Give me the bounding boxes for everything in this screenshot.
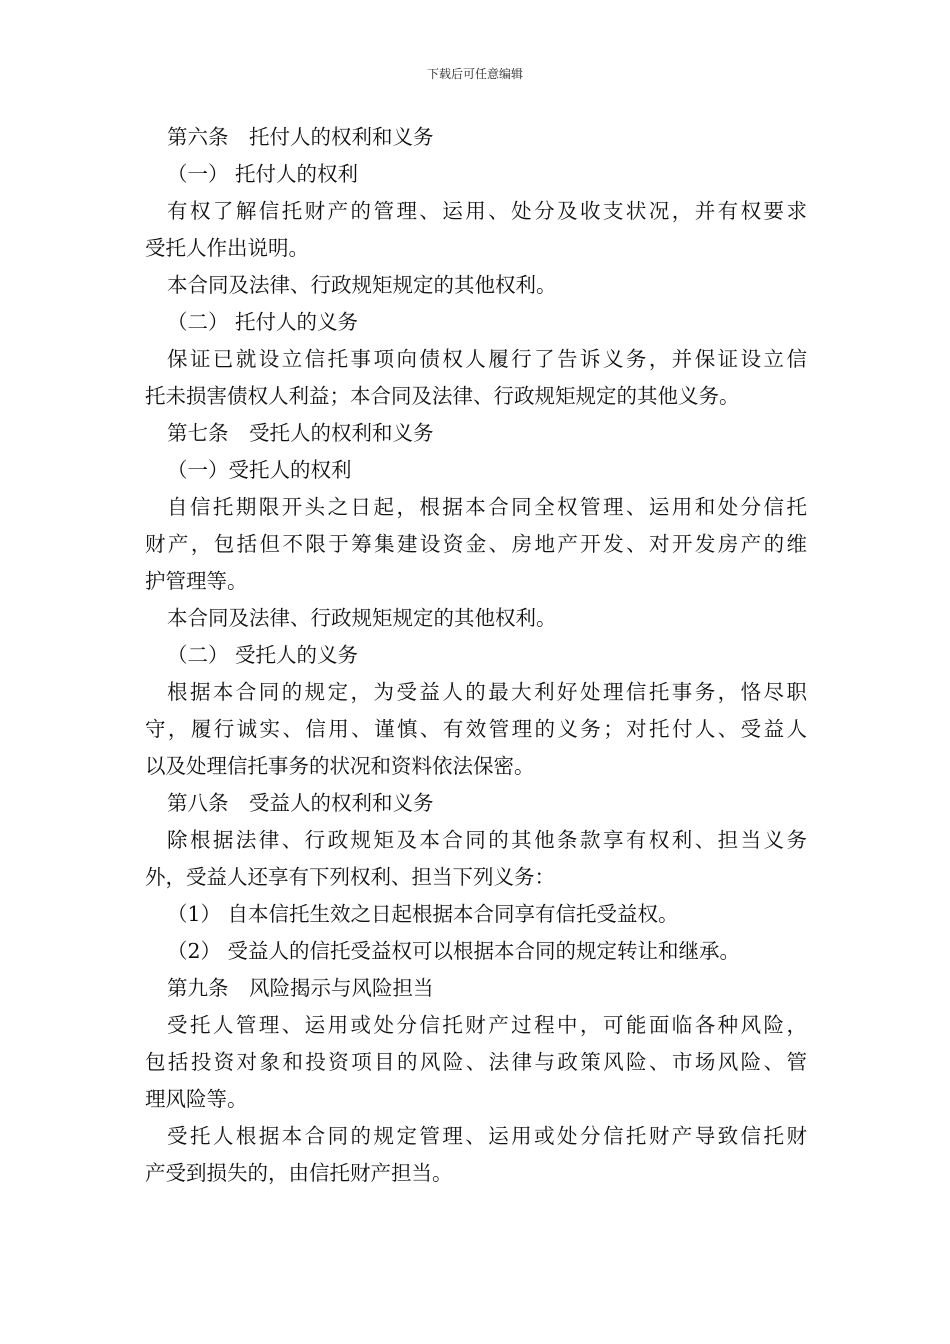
- page-header: 下载后可任意编辑: [426, 67, 523, 81]
- text-line: 本合同及法律、行政规矩规定的其他权利。: [167, 606, 557, 630]
- text-line: 第八条 受益人的权利和义务: [167, 791, 434, 815]
- text-line: 守，履行诚实、信用、谨慎、有效管理的义务；对托付人、受益人: [145, 717, 807, 741]
- text-line: （二） 受托人的义务: [167, 643, 359, 667]
- document-body: [145, 119, 807, 1192]
- text-line: 包括投资对象和投资项目的风险、法律与政策风险、市场风险、管: [145, 1050, 807, 1074]
- text-line: 有权了解信托财产的管理、运用、处分及收支状况，并有权要求: [167, 199, 807, 223]
- text-line: 产受到损失的，由信托财产担当。: [145, 1161, 453, 1185]
- text-line: 护管理等。: [145, 569, 248, 593]
- text-line: 第七条 受托人的权利和义务: [167, 421, 434, 445]
- text-line: 理风险等。: [145, 1087, 248, 1111]
- text-line: 受托人根据本合同的规定管理、运用或处分信托财产导致信托财: [167, 1124, 807, 1148]
- text-line: 托未损害债权人利益；本合同及法律、行政规矩规定的其他义务。: [145, 384, 740, 408]
- text-line: （一） 托付人的权利: [167, 162, 359, 186]
- text-line: 保证已就设立信托事项向债权人履行了告诉义务，并保证设立信: [167, 347, 807, 371]
- text-line: 受托人作出说明。: [145, 236, 309, 260]
- text-line: （一）受托人的权利: [167, 458, 352, 482]
- text-line: 第六条 托付人的权利和义务: [167, 125, 434, 149]
- text-line: 以及处理信托事务的状况和资料依法保密。: [145, 754, 535, 778]
- text-line: （1） 自本信托生效之日起根据本合同享有信托受益权。: [167, 902, 679, 926]
- text-line: （二） 托付人的义务: [167, 310, 359, 334]
- text-line: 财产，包括但不限于筹集建设资金、房地产开发、对开发房产的维: [145, 532, 807, 556]
- text-line: 自信托期限开头之日起，根据本合同全权管理、运用和处分信托: [167, 495, 807, 519]
- text-line: （2） 受益人的信托受益权可以根据本合同的规定转让和继承。: [167, 939, 741, 963]
- text-line: 根据本合同的规定，为受益人的最大利好处理信托事务，恪尽职: [167, 680, 807, 704]
- text-line: 除根据法律、行政规矩及本合同的其他条款享有权利、担当义务: [167, 828, 807, 852]
- text-line: 外，受益人还享有下列权利、担当下列义务：: [145, 865, 555, 889]
- text-line: 第九条 风险揭示与风险担当: [167, 976, 434, 1000]
- text-line: 本合同及法律、行政规矩规定的其他权利。: [167, 273, 557, 297]
- text-line: 受托人管理、运用或处分信托财产过程中，可能面临各种风险，: [167, 1013, 807, 1037]
